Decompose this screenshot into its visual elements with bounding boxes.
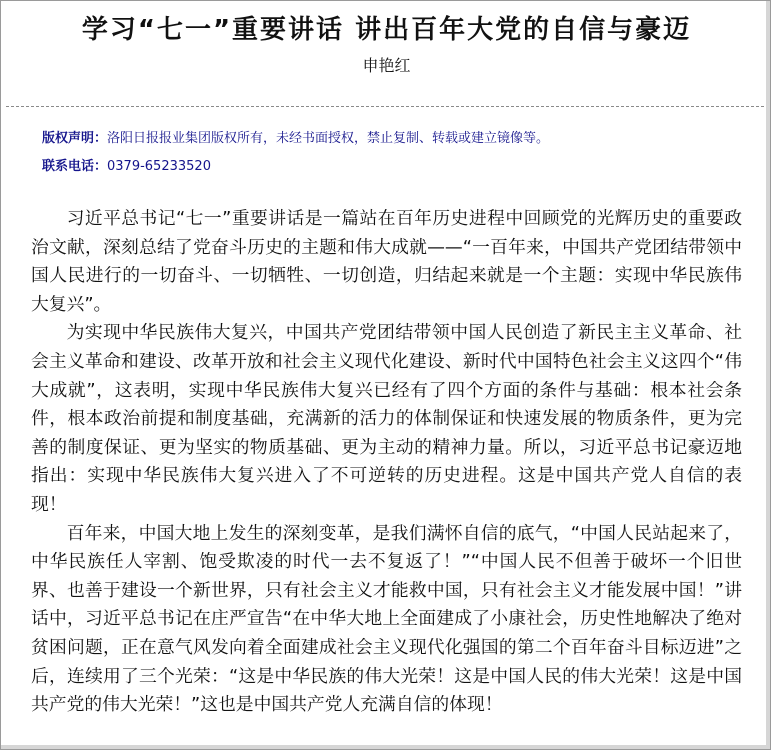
article-paragraph-1: 习近平总书记“七一”重要讲话是一篇站在百年历史进程中回顾党的光辉历史的重要政治文献，深刻总结了党奋斗历史的主题和伟大成就——“一百年来，中国共产党团结带领中国人民进行的一切奋斗、一切牺牲、一切创造，归结起来就是一个主题：实现中华民族伟大复兴”。 — [31, 208, 742, 315]
copyright-text: 洛阳日报报业集团版权所有，未经书面授权，禁止复制、转载或建立镜像等。 — [107, 131, 550, 146]
article-title: 学习“七一”重要讲话 讲出百年大党的自信与豪迈 — [81, 15, 692, 45]
dashed-divider — [6, 106, 764, 107]
article-author: 申艳红 — [362, 56, 411, 75]
copyright-notice — [42, 127, 549, 146]
article-paragraph-3: 百年来，中国大地上发生的深刻变革，是我们满怀自信的底气，“中国人民站起来了，中华民族任人宰割、饱受欺凌的时代一去不复返了！”“中国人民不但善于破坏一个旧世界、也善于建设一个新世界，只有社会主义才能救中国，只有社会主义才能发展中国！”讲话中，习近平总书记在庄严宣告“在中华大地上全面建成了小康社会，历史性地解决了绝对贫困问题，正在意气风发向着全面建成社会主义现代化强国的第二个百年奋斗目标迈进”之后，连续用了三个光荣：“这是中华民族的伟大光荣！这是中国人民的伟大光荣！这是中国共产党的伟大光荣！”这也是中国共产党人充满自信的体现！ — [31, 522, 742, 716]
article-paragraph-2: 为实现中华民族伟大复兴，中国共产党团结带领中国人民创造了新民主主义革命、社会主义革命和建设、改革开放和社会主义现代化建设、新时代中国特色社会主义这四个“伟大成就”，这表明，实现中华民族伟大复兴已经有了四个方面的条件与基础：根本社会条件，根本政治前提和制度基础，充满新的活力的体制保证和快速发展的物质条件，更为完善的制度保证、更为坚实的物质基础、更为主动的精神力量。所以，习近平总书记豪迈地指出：实现中华民族伟大复兴进入了不可逆转的历史进程。这是中国共产党人自信的表现！ — [31, 322, 742, 515]
phone-label: 联系电话： — [42, 159, 108, 174]
contact-phone — [42, 155, 211, 174]
phone-value: 0379-65233520 — [107, 159, 211, 174]
copyright-label: 版权声明： — [42, 131, 108, 146]
article-body — [31, 205, 742, 720]
